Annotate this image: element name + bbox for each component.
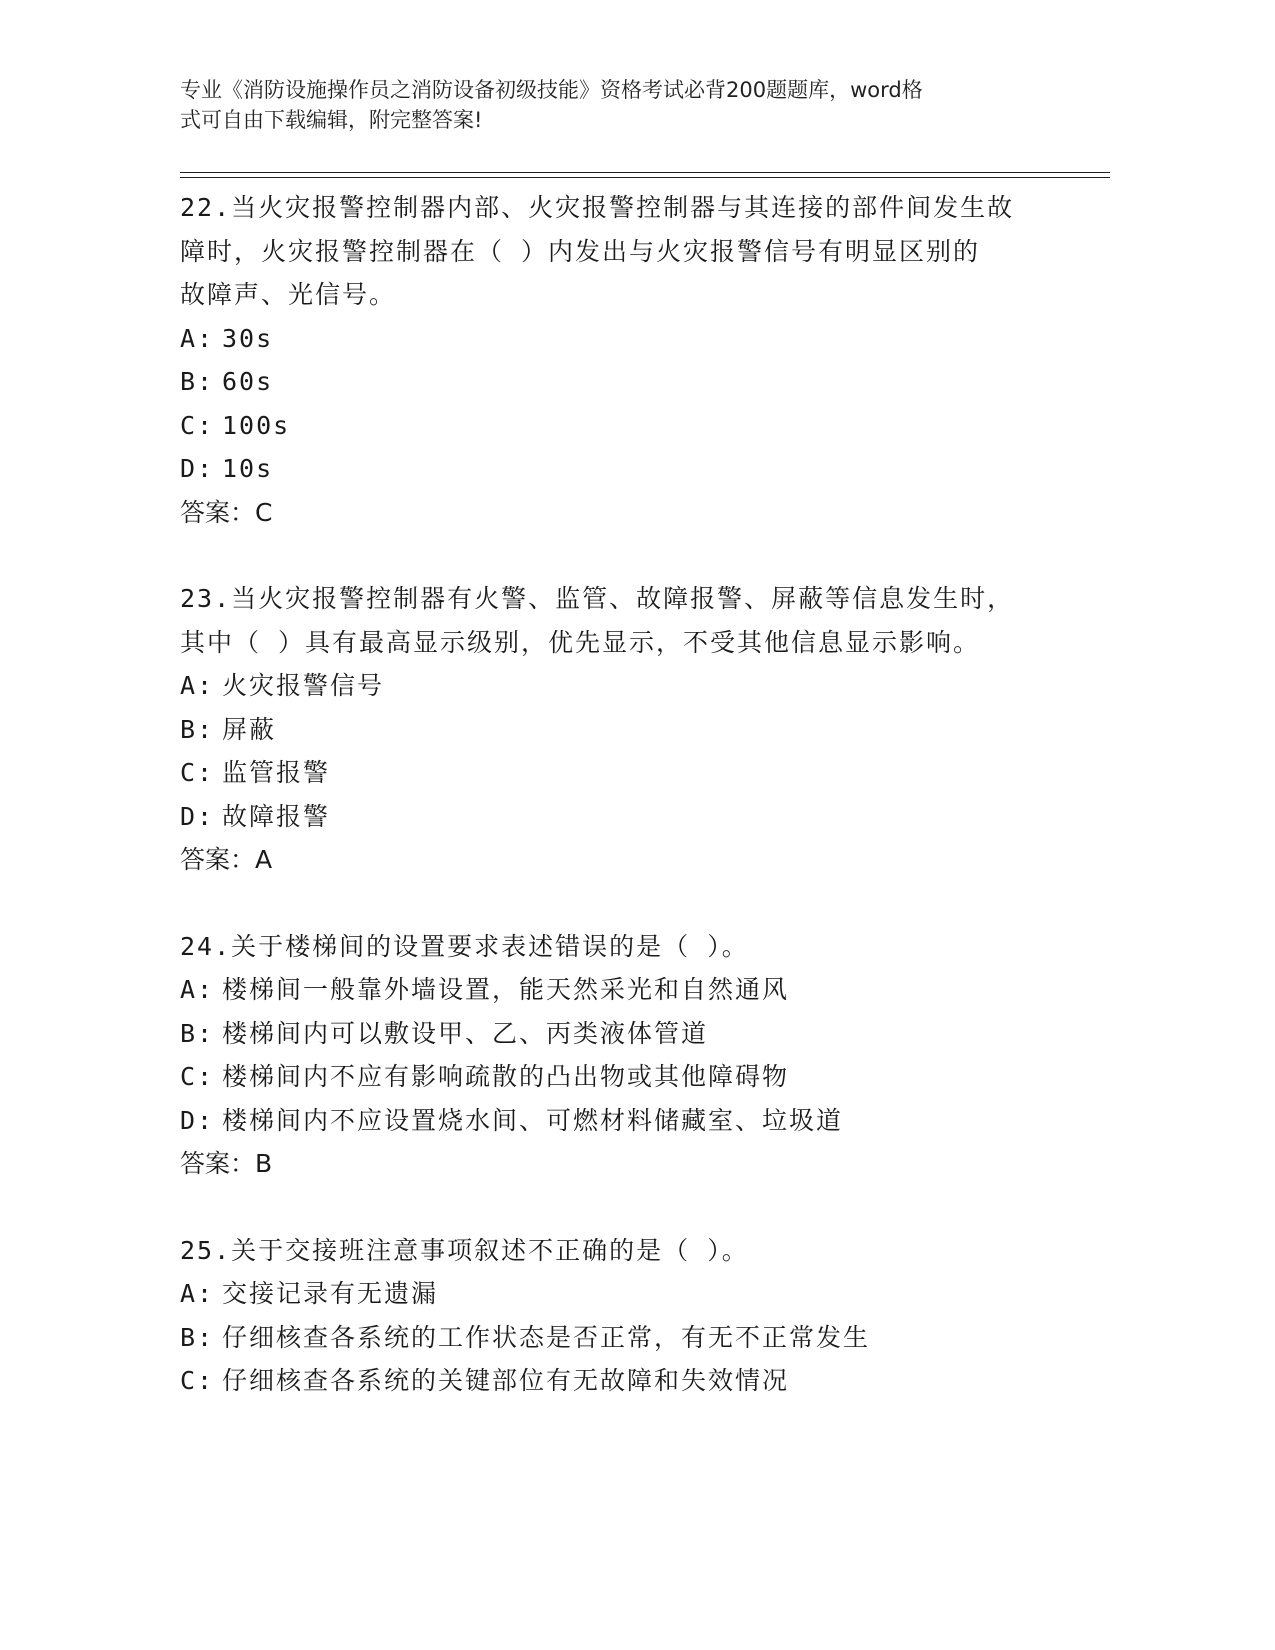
header-line-2: 式可自由下载编辑，附完整答案! [180, 108, 483, 132]
option-key: A: [180, 1279, 215, 1308]
answer-line [180, 491, 1070, 535]
option-key: B: [180, 714, 215, 744]
question-23 [180, 577, 1070, 882]
option-text: 60s [222, 367, 274, 396]
option-a [180, 317, 1070, 361]
option-text: 楼梯间内不应有影响疏散的凸出物或其他障碍物 [222, 1062, 790, 1091]
option-c [180, 1055, 1070, 1099]
answer-line [180, 1142, 1070, 1186]
option-key: A: [180, 975, 215, 1004]
answer-label: 答案： [180, 497, 256, 527]
stem-line: 障时，火灾报警控制器在（ ）内发出与火灾报警信号有明显区别的 [180, 236, 981, 266]
option-key: D: [180, 454, 215, 483]
stem-line: 23.当火灾报警控制器有火警、监管、故障报警、屏蔽等信息发生时， [180, 584, 1015, 613]
option-text: 10s [222, 454, 274, 483]
option-key: D: [180, 1105, 215, 1135]
option-text: 火灾报警信号 [222, 671, 385, 700]
option-b [180, 1012, 1070, 1056]
option-text: 屏蔽 [222, 714, 277, 744]
option-key: C: [180, 1366, 215, 1395]
option-text: 仔细核查各系统的工作状态是否正常，有无不正常发生 [222, 1322, 871, 1352]
option-c [180, 751, 1070, 795]
question-22 [180, 186, 1070, 534]
option-key: B: [180, 1018, 215, 1048]
option-b [180, 360, 1070, 404]
document-header [180, 75, 1060, 135]
option-key: B: [180, 1322, 215, 1352]
option-c [180, 404, 1070, 448]
option-d [180, 795, 1070, 839]
option-d [180, 1099, 1070, 1143]
answer-value: A [255, 845, 273, 874]
answer-label: 答案： [180, 845, 256, 874]
option-text: 楼梯间一般靠外墙设置，能天然采光和自然通风 [222, 975, 790, 1004]
option-a [180, 968, 1070, 1012]
answer-value: B [255, 1149, 273, 1178]
option-b [180, 1316, 1070, 1360]
header-divider-bottom [180, 177, 1110, 178]
answer-line [180, 838, 1070, 882]
option-text: 监管报警 [222, 758, 331, 787]
stem-line: 24.关于楼梯间的设置要求表述错误的是（ ）。 [180, 931, 749, 961]
option-a [180, 664, 1070, 708]
header-divider-top [180, 172, 1110, 173]
option-key: A: [180, 671, 215, 700]
question-stem [180, 577, 1070, 664]
option-key: B: [180, 367, 215, 396]
option-c [180, 1359, 1070, 1403]
option-a [180, 1272, 1070, 1316]
option-b [180, 708, 1070, 752]
question-24 [180, 925, 1070, 1186]
stem-line: 其中（ ）具有最高显示级别，优先显示，不受其他信息显示影响。 [180, 627, 981, 657]
option-text: 楼梯间内不应设置烧水间、可燃材料储藏室、垃圾道 [222, 1105, 844, 1135]
question-list [180, 186, 1070, 1446]
option-key: D: [180, 801, 215, 831]
header-line-1: 专业《消防设施操作员之消防设备初级技能》资格考试必背200题题库，word格 [180, 78, 923, 102]
option-text: 交接记录有无遗漏 [222, 1279, 439, 1308]
stem-line: 22.当火灾报警控制器内部、火灾报警控制器与其连接的部件间发生故 [180, 193, 1015, 222]
option-text: 仔细核查各系统的关键部位有无故障和失效情况 [222, 1366, 790, 1395]
option-d [180, 447, 1070, 491]
answer-value: C [255, 497, 273, 527]
option-text: 30s [222, 323, 274, 353]
option-key: C: [180, 758, 215, 787]
option-text: 故障报警 [222, 801, 331, 831]
option-key: C: [180, 1062, 215, 1091]
question-stem [180, 186, 1070, 317]
option-key: A: [180, 323, 215, 353]
question-stem [180, 925, 1070, 969]
option-text: 楼梯间内可以敷设甲、乙、丙类液体管道 [222, 1018, 709, 1048]
stem-line: 25.关于交接班注意事项叙述不正确的是（ ）。 [180, 1235, 749, 1265]
option-key: C: [180, 410, 215, 440]
question-25 [180, 1229, 1070, 1403]
option-text: 100s [222, 410, 291, 440]
stem-line: 故障声、光信号。 [180, 280, 397, 309]
question-stem [180, 1229, 1070, 1273]
answer-label: 答案： [180, 1149, 256, 1178]
